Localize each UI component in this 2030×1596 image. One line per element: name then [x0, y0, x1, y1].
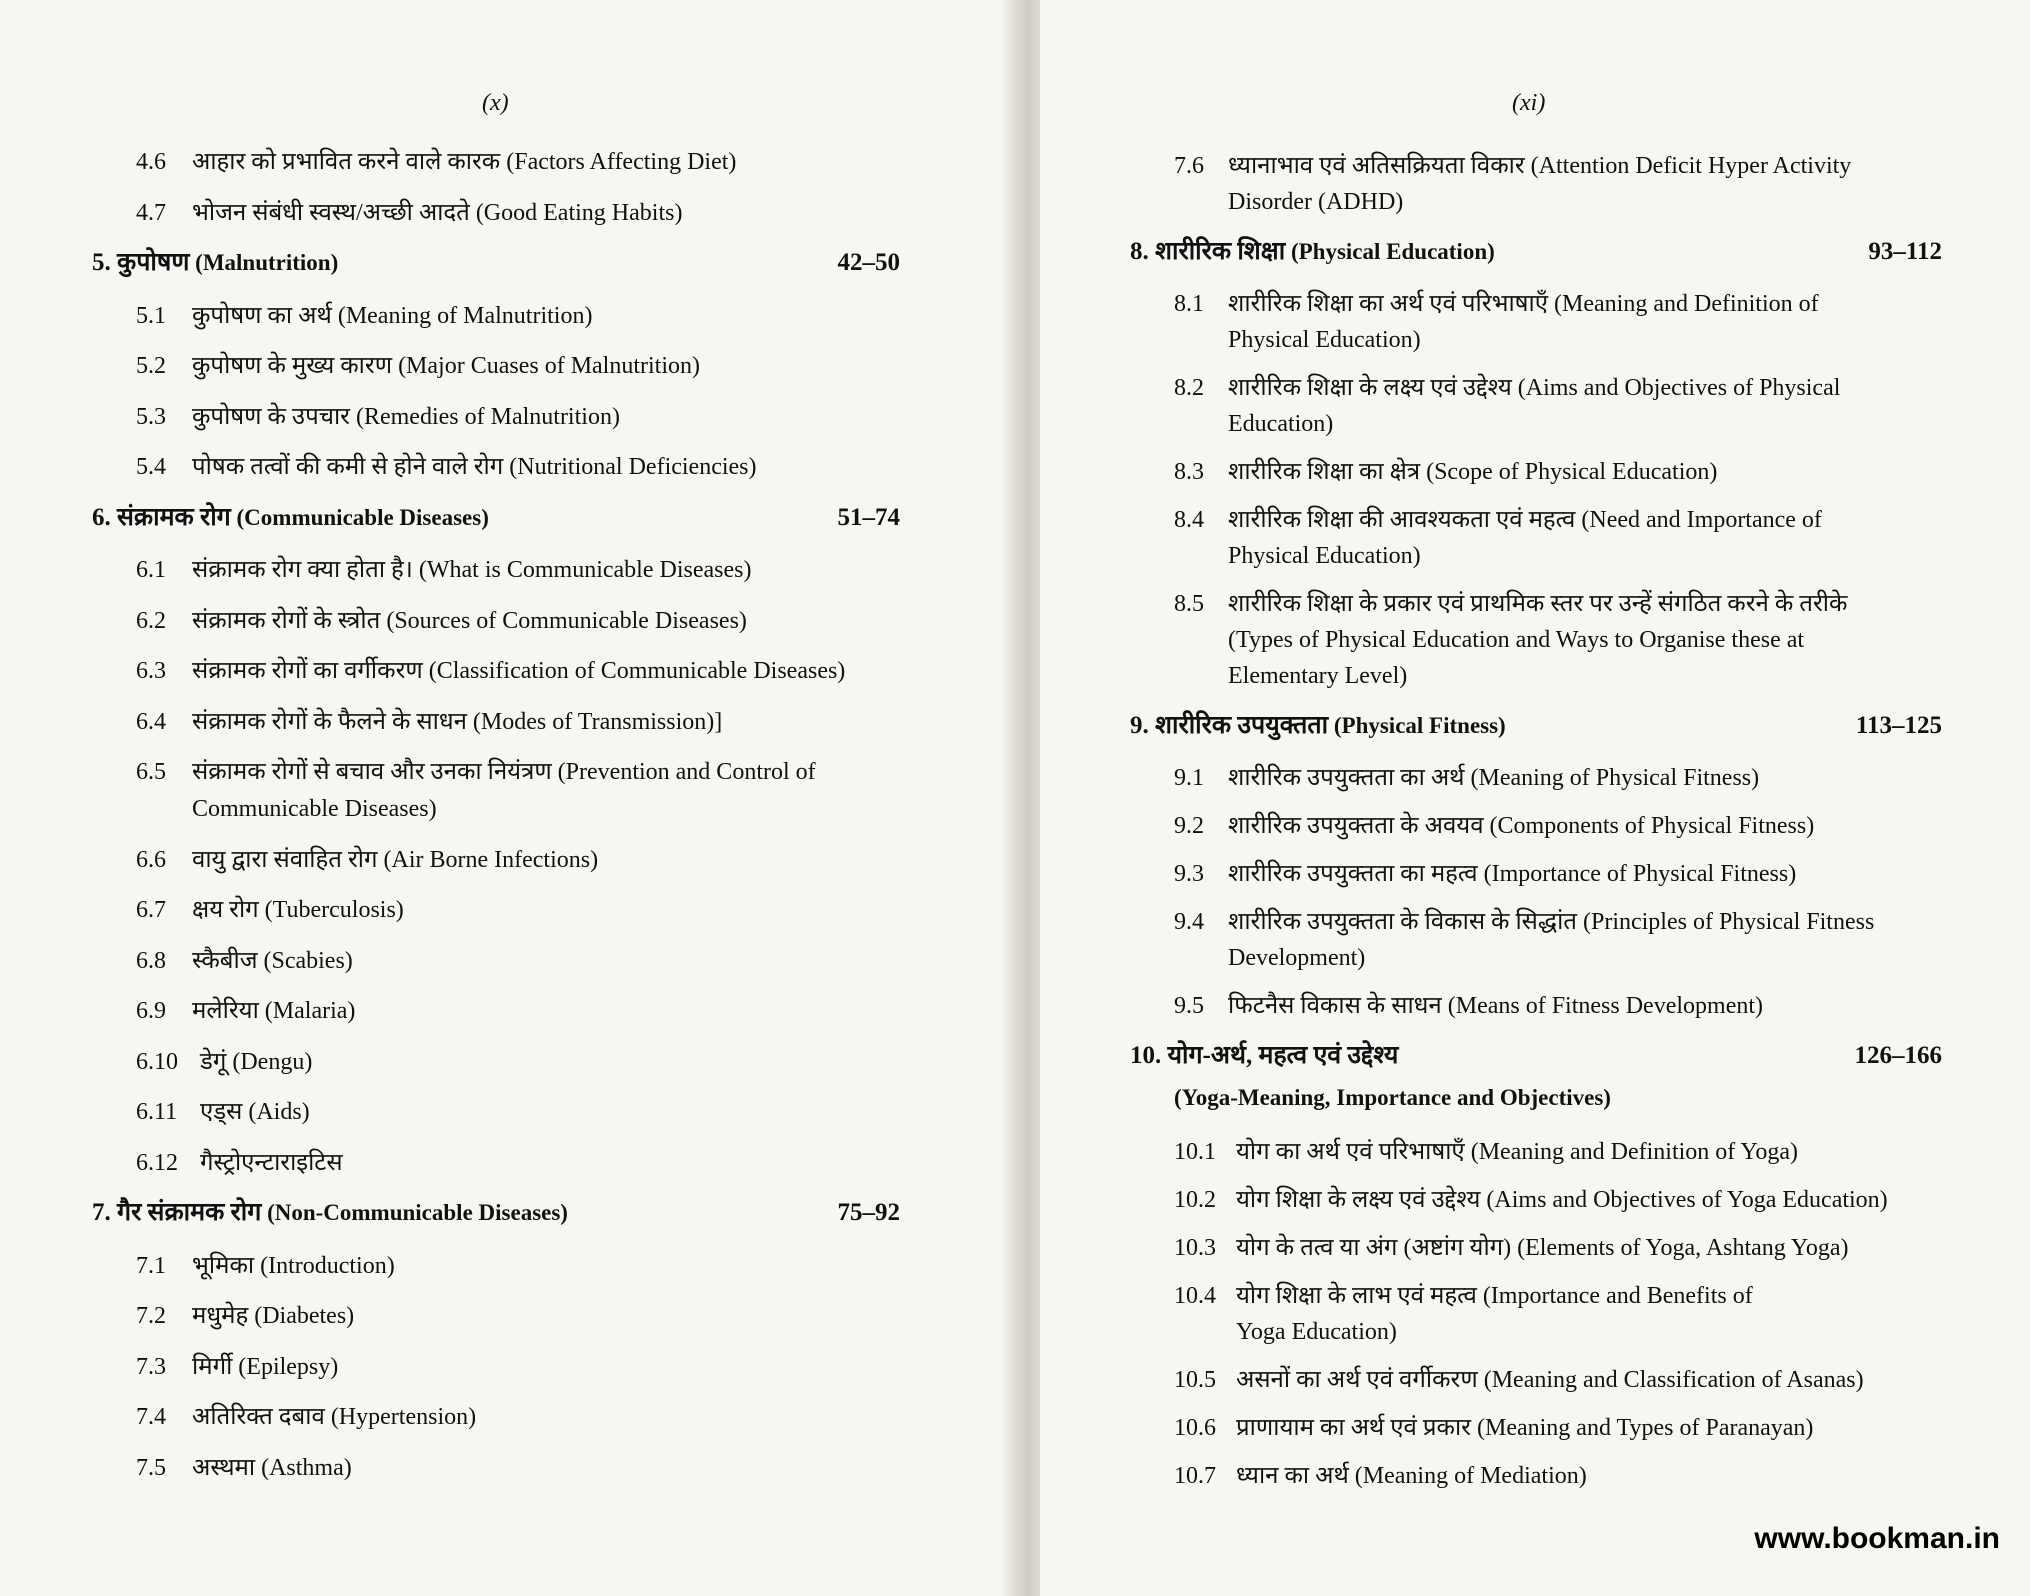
section-title: योग का अर्थ एवं परिभाषाएँ (Meaning and Definition of Yoga) — [1236, 1139, 1798, 1165]
toc-entry — [136, 1094, 310, 1130]
section-number: 10.3 — [1174, 1235, 1216, 1261]
chapter-heading — [1130, 1038, 1398, 1074]
toc-entry — [136, 653, 845, 689]
toc-entry — [136, 449, 757, 485]
section-title: गैस्ट्रोएन्टाराइटिस — [200, 1149, 343, 1176]
toc-entry — [136, 892, 404, 928]
section-number: 10.4 — [1174, 1283, 1216, 1309]
section-title: एड्स (Aids) — [200, 1099, 310, 1125]
toc-entry — [1174, 1410, 1813, 1446]
section-number: 6.1 — [136, 557, 166, 583]
section-title-continuation: Communicable Diseases) — [192, 796, 437, 822]
section-number: 6.6 — [136, 846, 166, 873]
section-title: फिटनैस विकास के साधन (Means of Fitness Development) — [1228, 993, 1764, 1019]
section-number: 9.3 — [1174, 861, 1204, 887]
section-title: मलेरिया (Malaria) — [192, 998, 356, 1024]
page-range: 42–50 — [837, 249, 900, 276]
section-number: 9.4 — [1174, 909, 1204, 935]
section-number: 8.3 — [1174, 459, 1204, 485]
section-number: 6.2 — [136, 607, 166, 634]
toc-entry — [136, 1145, 343, 1181]
section-title-continuation: Development) — [1228, 945, 1366, 971]
toc-entry — [136, 195, 682, 231]
section-number: 4.7 — [136, 199, 166, 226]
toc-entry — [136, 1248, 395, 1284]
section-title: संक्रामक रोग क्या होता है। (What is Communicable Diseases) — [192, 557, 752, 583]
section-title: संक्रामक रोगों से बचाव और उनका नियंत्रण (Prevention and Control of — [192, 759, 816, 785]
section-number: 6.11 — [136, 1099, 178, 1125]
section-number: 6.9 — [136, 998, 166, 1024]
toc-entry — [136, 993, 355, 1029]
page-range: 126–166 — [1854, 1042, 1942, 1069]
section-number: 7.1 — [136, 1252, 166, 1279]
toc-entry — [1174, 808, 1814, 844]
section-number: 8.5 — [1174, 591, 1204, 617]
section-title: ध्यानाभाव एवं अतिसक्रियता विकार (Attention Deficit Hyper Activity — [1228, 153, 1852, 179]
toc-entry — [1174, 502, 1822, 538]
section-title: मधुमेह (Diabetes) — [192, 1303, 355, 1329]
section-title: प्राणायाम का अर्थ एवं प्रकार (Meaning and Types of Paranayan) — [1236, 1415, 1814, 1441]
section-title: संक्रामक रोगों का वर्गीकरण (Classification of Communicable Diseases) — [192, 658, 846, 684]
section-number: 10.1 — [1174, 1139, 1216, 1165]
section-title: मिर्गी (Epilepsy) — [192, 1353, 339, 1380]
chapter-english-title: (Communicable Diseases) — [230, 504, 489, 530]
section-title: संक्रामक रोगों के स्त्रोत (Sources of Communicable Diseases) — [192, 607, 747, 634]
toc-entry — [136, 1044, 312, 1080]
page-range: 93–112 — [1868, 238, 1942, 265]
section-title: संक्रामक रोगों के फैलने के साधन (Modes of Transmission)] — [192, 708, 723, 735]
toc-entry — [1174, 148, 1851, 184]
section-number: 6.8 — [136, 947, 166, 974]
section-title: शारीरिक शिक्षा का अर्थ एवं परिभाषाएँ (Meaning and Definition of — [1228, 291, 1819, 317]
section-title-continuation: Education) — [1228, 411, 1334, 437]
toc-entry — [136, 298, 592, 334]
toc-entry — [1174, 454, 1717, 490]
section-title: शारीरिक उपयुक्तता का महत्व (Importance of Physical Fitness) — [1228, 861, 1797, 887]
section-title: डेगूं (Dengu) — [200, 1048, 313, 1075]
section-number: 6.10 — [136, 1048, 178, 1075]
section-number: 9.1 — [1174, 765, 1204, 791]
section-title-continuation: Yoga Education) — [1236, 1319, 1397, 1345]
chapter-title: 9. शारीरिक उपयुक्तता — [1130, 712, 1329, 739]
toc-entry — [136, 704, 722, 740]
right-page — [1040, 0, 2030, 1596]
section-title-continuation: Disorder (ADHD) — [1228, 189, 1404, 215]
section-title: अतिरिक्त दबाव (Hypertension) — [192, 1404, 477, 1430]
chapter-title: 10. योग-अर्थ, महत्व एवं उद्देश्य — [1130, 1042, 1399, 1069]
chapter-english-title: (Non-Communicable Diseases) — [261, 1200, 568, 1225]
section-number: 9.2 — [1174, 813, 1204, 839]
section-title: योग शिक्षा के लक्ष्य एवं उद्देश्य (Aims and Objectives of Yoga Education) — [1236, 1187, 1888, 1213]
section-number: 5.3 — [136, 403, 166, 430]
section-number: 7.4 — [136, 1404, 166, 1430]
section-number: 8.2 — [1174, 375, 1204, 401]
section-number: 7.3 — [136, 1353, 166, 1380]
chapter-heading — [92, 500, 489, 536]
toc-entry — [1174, 760, 1759, 796]
section-title: शारीरिक शिक्षा के लक्ष्य एवं उद्देश्य (Aims and Objectives of Physical — [1228, 375, 1841, 401]
section-title-continuation: (Types of Physical Education and Ways to Organise these at — [1228, 627, 1805, 653]
page-number: (xi) — [1512, 90, 1546, 116]
toc-entry — [1174, 1134, 1798, 1170]
chapter-title: 7. गैर संक्रामक रोग — [92, 1199, 262, 1226]
section-title: वायु द्वारा संवाहित रोग (Air Borne Infections) — [192, 846, 599, 873]
page-range: 51–74 — [837, 503, 900, 531]
section-number: 6.12 — [136, 1149, 178, 1176]
section-title: कुपोषण के उपचार (Remedies of Malnutrition) — [192, 403, 620, 430]
section-number: 5.2 — [136, 353, 166, 379]
toc-entry — [1174, 586, 1847, 622]
section-number: 4.6 — [136, 149, 166, 175]
toc-entry — [136, 399, 620, 435]
chapter-english-title: (Physical Education) — [1285, 239, 1495, 264]
section-number: 10.2 — [1174, 1187, 1216, 1213]
section-number: 8.4 — [1174, 507, 1204, 533]
section-title: शारीरिक उपयुक्तता के अवयव (Components of Physical Fitness) — [1228, 813, 1815, 839]
toc-entry — [136, 1450, 352, 1486]
chapter-heading — [92, 1195, 568, 1231]
section-title: भूमिका (Introduction) — [192, 1252, 395, 1279]
section-title: भोजन संबंधी स्वस्थ/अच्छी आदते (Good Eating Habits) — [192, 199, 683, 226]
section-number: 10.6 — [1174, 1415, 1216, 1441]
section-title: शारीरिक उपयुक्तता के विकास के सिद्धांत (Principles of Physical Fitness — [1228, 909, 1875, 935]
toc-entry — [136, 1399, 476, 1435]
section-number: 7.6 — [1174, 153, 1204, 179]
toc-entry — [1174, 370, 1840, 406]
section-number: 7.2 — [136, 1303, 166, 1329]
toc-entry — [1174, 1230, 1849, 1266]
section-title: कुपोषण का अर्थ (Meaning of Malnutrition) — [192, 302, 593, 329]
page-number: (x) — [482, 90, 509, 116]
section-number: 6.3 — [136, 658, 166, 684]
section-number: 7.5 — [136, 1454, 166, 1481]
toc-entry — [1174, 904, 1874, 940]
section-number: 10.5 — [1174, 1367, 1216, 1393]
toc-entry — [136, 1298, 354, 1334]
toc-entry — [1174, 1278, 1753, 1314]
chapter-title: 6. संक्रामक रोग — [92, 503, 231, 531]
section-title: शारीरिक शिक्षा के प्रकार एवं प्राथमिक स्तर पर उन्हें संगठित करने के तरीके — [1228, 591, 1848, 617]
section-title: योग के तत्व या अंग (अष्टांग योग) (Elements of Yoga, Ashtang Yoga) — [1236, 1235, 1849, 1261]
toc-entry — [136, 1349, 338, 1385]
toc-entry — [1174, 1362, 1864, 1398]
section-number: 6.7 — [136, 897, 166, 923]
section-title: स्कैबीज (Scabies) — [192, 947, 353, 974]
section-number: 6.5 — [136, 759, 166, 785]
section-number: 5.1 — [136, 302, 166, 329]
page-range: 75–92 — [837, 1199, 900, 1226]
chapter-heading — [1130, 708, 1506, 744]
section-number: 6.4 — [136, 708, 166, 735]
section-title: आहार को प्रभावित करने वाले कारक (Factors Affecting Diet) — [192, 149, 737, 175]
section-number: 8.1 — [1174, 291, 1204, 317]
toc-entry — [1174, 1182, 1888, 1218]
toc-entry — [136, 842, 598, 878]
chapter-english-title: (Malnutrition) — [189, 250, 339, 275]
toc-entry — [1174, 1458, 1587, 1494]
section-title: क्षय रोग (Tuberculosis) — [192, 897, 404, 923]
page-range: 113–125 — [1855, 712, 1942, 739]
left-page — [0, 0, 1010, 1596]
toc-entry — [1174, 988, 1763, 1024]
toc-entry — [1174, 856, 1796, 892]
section-title: ध्यान का अर्थ (Meaning of Mediation) — [1236, 1463, 1587, 1489]
toc-entry — [1174, 286, 1819, 322]
section-number: 10.7 — [1174, 1463, 1216, 1489]
section-number: 5.4 — [136, 454, 166, 480]
section-title: पोषक तत्वों की कमी से होने वाले रोग (Nutritional Deficiencies) — [192, 454, 757, 480]
toc-entry — [136, 754, 816, 790]
section-title: योग शिक्षा के लाभ एवं महत्व (Importance and Benefits of — [1236, 1283, 1753, 1309]
chapter-heading — [1130, 234, 1495, 270]
section-title-continuation: Physical Education) — [1228, 327, 1421, 353]
chapter-english-title: (Physical Fitness) — [1328, 713, 1506, 738]
toc-entry — [136, 603, 747, 639]
section-title: असनों का अर्थ एवं वर्गीकरण (Meaning and Classification of Asanas) — [1236, 1367, 1864, 1393]
section-title: शारीरिक उपयुक्तता का अर्थ (Meaning of Physical Fitness) — [1228, 765, 1760, 791]
section-title: शारीरिक शिक्षा का क्षेत्र (Scope of Physical Education) — [1228, 459, 1718, 485]
chapter-heading — [92, 245, 338, 281]
section-title: अस्थमा (Asthma) — [192, 1454, 352, 1481]
toc-entry — [136, 943, 353, 979]
chapter-title: 8. शारीरिक शिक्षा — [1130, 238, 1286, 265]
section-title-continuation: Elementary Level) — [1228, 663, 1408, 689]
section-title: शारीरिक शिक्षा की आवश्यकता एवं महत्व (Need and Importance of — [1228, 507, 1822, 533]
toc-entry — [136, 348, 700, 384]
section-title-continuation: Physical Education) — [1228, 543, 1421, 569]
toc-entry — [136, 552, 751, 588]
chapter-title: 5. कुपोषण — [92, 249, 190, 276]
toc-entry — [136, 144, 736, 180]
website-watermark: www.bookman.in — [1754, 1522, 2000, 1555]
chapter-subtitle: (Yoga-Meaning, Importance and Objectives) — [1174, 1085, 1611, 1110]
section-title: कुपोषण के मुख्य कारण (Major Cuases of Malnutrition) — [192, 353, 701, 379]
section-number: 9.5 — [1174, 993, 1204, 1019]
